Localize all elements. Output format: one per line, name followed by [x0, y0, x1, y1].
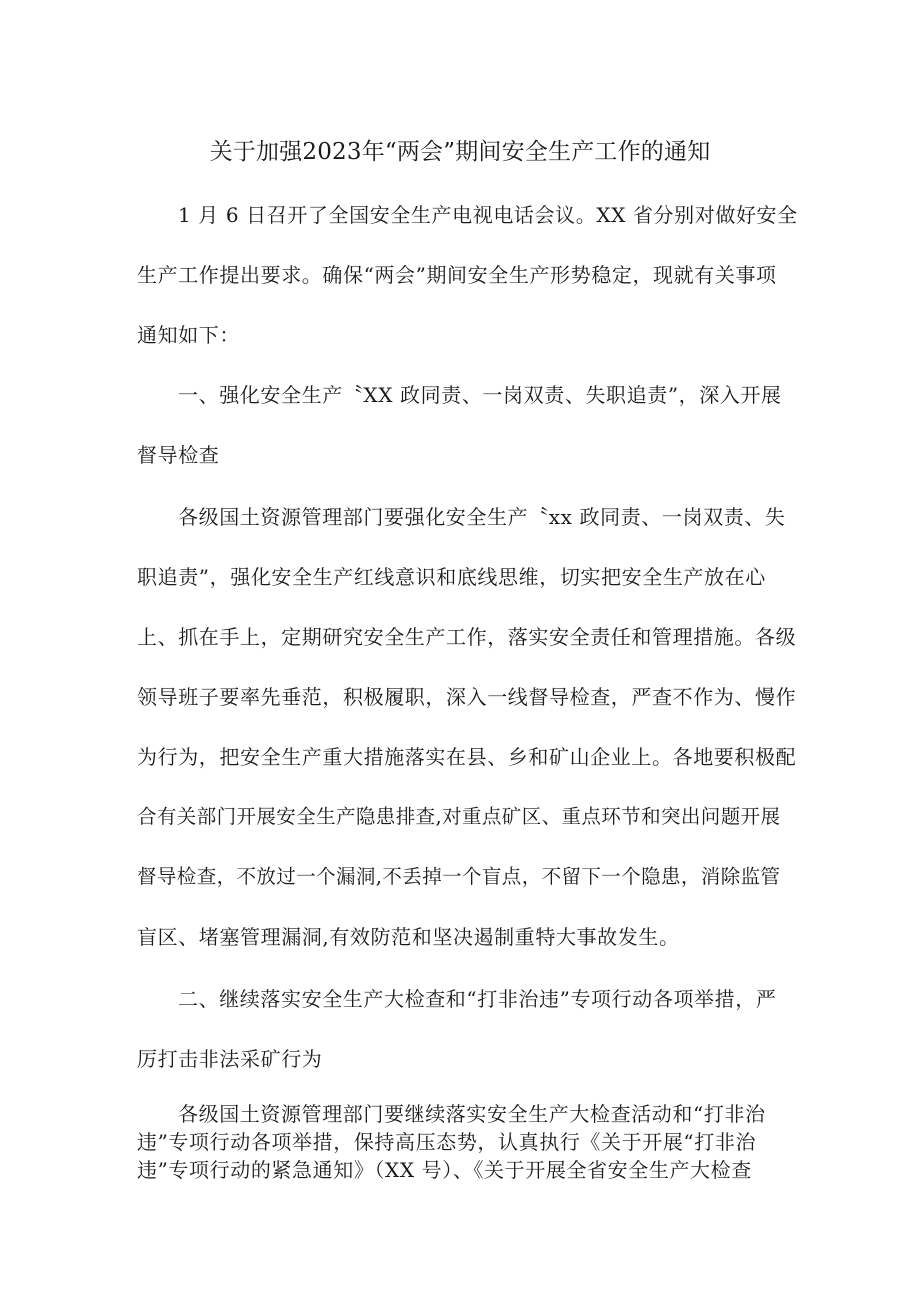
paragraph-line: 通知如下： [137, 323, 240, 347]
document-title: 关于加强2023年“两会”期间安全生产工作的通知 [209, 139, 711, 165]
paragraph-line: 各级国土资源管理部门要继续落实安全生产大检查活动和“打非治 [178, 1102, 766, 1126]
paragraph-line: 1 月 6 日召开了全国安全生产电视电话会议。XX 省分别对做好安全 [178, 203, 798, 227]
paragraph-line: 盲区、堵塞管理漏洞,有效防范和坚决遏制重特大事故发生。 [137, 925, 680, 949]
section-heading: 二、继续落实安全生产大检查和“打非治违”专项行动各项举措，严 [178, 987, 777, 1011]
paragraph-line: 为行为，把安全生产重大措施落实在县、乡和矿山企业上。各地要积极配 [137, 745, 797, 769]
section-heading: 厉打击非法采矿行为 [137, 1047, 323, 1071]
section-heading: 一、强化安全生产〝XX 政同责、一岗双责、失职追责”，深入开展 [178, 383, 782, 407]
paragraph-line: 上、抓在手上，定期研究安全生产工作，落实安全责任和管理措施。各级 [137, 625, 797, 649]
paragraph-line: 各级国土资源管理部门要强化安全生产〝xx 政同责、一岗双责、失 [178, 505, 786, 529]
paragraph-line: 领导班子要率先垂范，积极履职，深入一线督导检查，严查不作为、慢作 [137, 685, 797, 709]
section-heading: 督导检查 [137, 443, 220, 467]
paragraph-line: 合有关部门开展安全生产隐患排查,对重点矿区、重点环节和突出问题开展 [137, 805, 781, 828]
paragraph-line: 生产工作提出要求。确保“两会”期间安全生产形势稳定，现就有关事项 [137, 263, 777, 287]
paragraph-line: 违”专项行动各项举措，保持高压态势，认真执行《关于开展“打非治 [137, 1130, 757, 1154]
paragraph-line: 督导检查，不放过一个漏洞,不丢掉一个盲点，不留下一个隐患，消除监管 [137, 865, 781, 888]
paragraph-line: 职追责”，强化安全生产红线意识和底线思维，切实把安全生产放在心 [137, 565, 766, 589]
paragraph-line: 违”专项行动的紧急通知》（XX 号）、《关于开展全省安全生产大检查 [137, 1158, 752, 1182]
